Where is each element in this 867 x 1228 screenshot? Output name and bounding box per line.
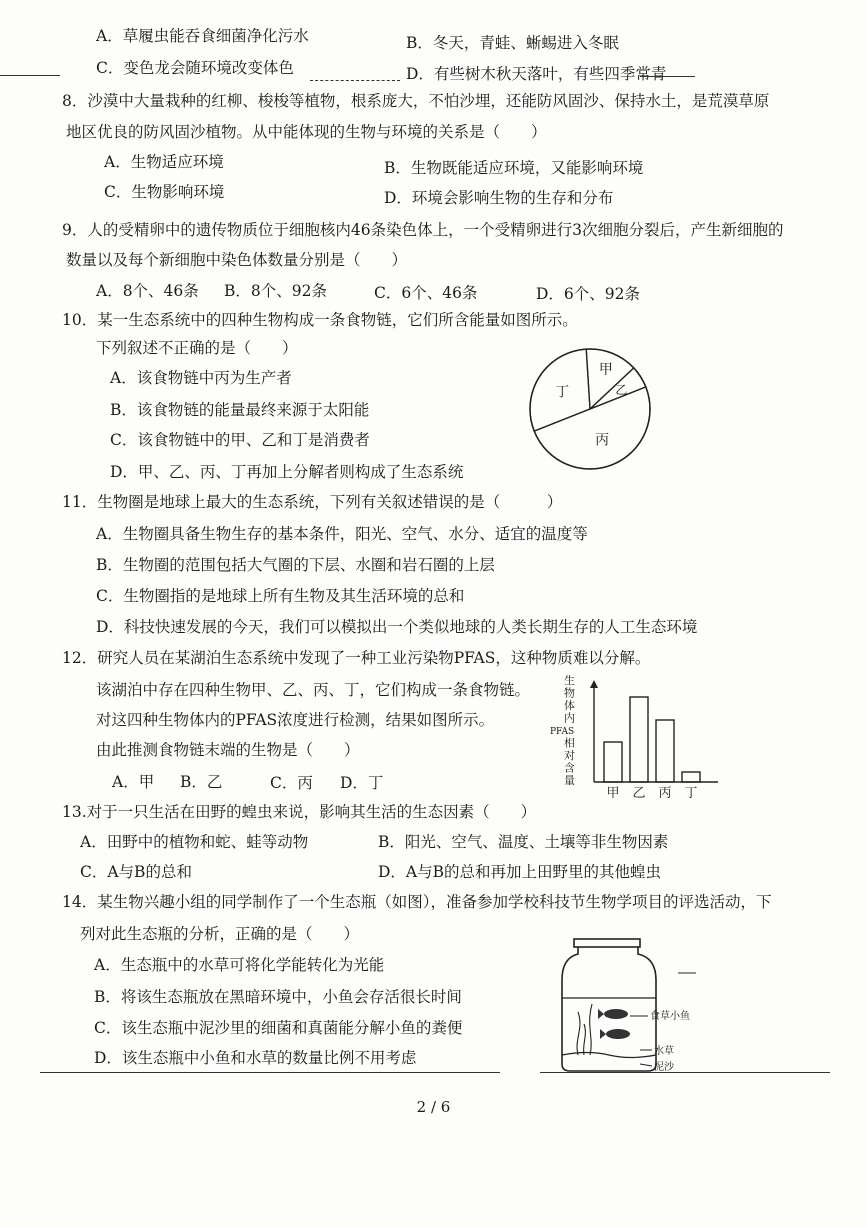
bottle-cap	[574, 939, 640, 947]
q10-option-b: B．该食物链的能量最终来源于太阳能	[110, 401, 370, 419]
y-axis-label: 生物体内 PFAS 相对含量	[550, 674, 575, 787]
label-sand: 泥沙	[654, 1062, 674, 1073]
q11-option-d: D．科技快速发展的今天，我们可以模拟出一个类似地球的人类长期生存的人工生态环境	[96, 618, 698, 636]
q9-option-b: B．8个、92条	[224, 282, 327, 300]
page-number: 2 / 6	[416, 1098, 451, 1116]
q13-option-b: B．阳光、空气、温度、土壤等非生物因素	[378, 833, 669, 851]
bar-丙	[656, 720, 674, 782]
q7-option-d: D．有些树木秋天落叶，有些四季常青	[406, 65, 667, 83]
label-fish: 食草小鱼	[650, 1011, 690, 1022]
q11-stem: 11．生物圈是地球上最大的生态系统，下列有关叙述错误的是（ ）	[62, 493, 563, 511]
q12-option-d: D．丁	[340, 774, 384, 792]
q8-stem-line1: 8．沙漠中大量栽种的红柳、梭梭等植物，根系庞大，不怕沙埋，还能防风固沙、保持水土，是荒漠草原	[62, 92, 770, 110]
q14-stem-line2: 列对此生态瓶的分析，正确的是（ ）	[80, 925, 360, 943]
q12-stem-line2: 该湖泊中存在四种生物甲、乙、丙、丁，它们构成一条食物链。	[96, 681, 531, 699]
eco-bottle-illustration	[548, 934, 728, 1082]
q12-stem-line4: 由此推测食物链末端的生物是（ ）	[96, 741, 360, 759]
q8-option-d: D．环境会影响生物的生存和分布	[384, 189, 614, 207]
y-axis-arrow	[590, 680, 598, 688]
bar-乙	[630, 697, 648, 782]
q14-option-a: A．生态瓶中的水草可将化学能转化为光能	[94, 956, 385, 974]
q13-stem: 13.对于一只生活在田野的蝗虫来说，影响其生活的生态因素（ ）	[62, 803, 537, 821]
q8-stem-line2: 地区优良的防风固沙植物。从中能体现的生物与环境的关系是（ ）	[66, 123, 547, 141]
pie-label-丙: 丙	[595, 432, 610, 449]
q10-stem-line1: 10．某一生态系统中的四种生物构成一条食物链，它们所含能量如图所示。	[62, 311, 578, 329]
x-tick-甲: 甲	[606, 786, 620, 798]
q12-stem-line3: 对这四种生物体内的PFAS浓度进行检测，结果如图所示。	[96, 711, 495, 729]
x-tick-丁: 丁	[684, 786, 698, 798]
q12-option-b: B．乙	[180, 773, 223, 791]
q12-option-c: C．丙	[270, 774, 313, 792]
fish-2	[600, 1029, 630, 1039]
q14-option-d: D．该生态瓶中小鱼和水草的数量比例不用考虑	[94, 1049, 417, 1067]
pie-slice-甲	[586, 349, 634, 409]
q8-option-b: B．生物既能适应环境，又能影响环境	[384, 159, 644, 177]
q10-option-d: D．甲、乙、丙、丁再加上分解者则构成了生态系统	[110, 463, 464, 481]
q10-stem-line2: 下列叙述不正确的是（ ）	[96, 339, 298, 357]
fold-line-left	[0, 75, 60, 76]
pie-label-甲: 甲	[598, 361, 613, 378]
q9-stem-line2: 数量以及每个新细胞中染色体数量分别是（ ）	[66, 251, 408, 269]
fish-1	[598, 1009, 628, 1019]
q8-option-c: C．生物影响环境	[104, 183, 225, 201]
x-tick-丙: 丙	[658, 786, 672, 798]
fold-line-mid	[310, 80, 400, 81]
q9-option-c: C．6个、46条	[374, 284, 478, 302]
bar-丁	[682, 772, 700, 782]
q10-option-c: C．该食物链中的甲、乙和丁是消费者	[110, 431, 370, 449]
q12-stem-line1: 12．研究人员在某湖泊生态系统中发现了一种工业污染物PFAS，这种物质难以分解。	[62, 649, 651, 667]
pie-label-乙: 乙	[615, 383, 628, 398]
pie-slice-丙	[534, 387, 650, 469]
q7-option-c: C．变色龙会随环境改变体色	[96, 59, 294, 77]
q9-stem-line1: 9．人的受精卵中的遗传物质位于细胞核内46条染色体上，一个受精卵进行3次细胞分裂后，产生新细胞的	[62, 221, 784, 239]
q11-option-b: B．生物圈的范围包括大气圈的下层、水圈和岩石圈的上层	[96, 556, 495, 574]
q14-option-b: B．将该生态瓶放在黑暗环境中，小鱼会存活很长时间	[94, 988, 462, 1006]
q8-option-a: A．生物适应环境	[104, 153, 224, 171]
q9-option-d: D．6个、92条	[536, 285, 641, 303]
q11-option-a: A．生物圈具备生物生存的基本条件，阳光、空气、水分、适宜的温度等	[96, 525, 588, 543]
q13-option-d: D．A与B的总和再加上田野里的其他蝗虫	[378, 863, 662, 881]
pfas-bar-chart	[548, 670, 723, 798]
q13-option-c: C．A与B的总和	[80, 863, 192, 881]
q13-option-a: A．田野中的植物和蛇、蛙等动物	[80, 833, 309, 851]
page-bottom-rule-left	[40, 1072, 500, 1073]
pie-label-丁: 丁	[555, 384, 570, 401]
bar-甲	[604, 742, 622, 782]
sand-layer	[562, 1053, 656, 1058]
q7-option-b: B．冬天，青蛙、蜥蜴进入冬眠	[406, 34, 619, 52]
label-weed: 水草	[654, 1046, 674, 1057]
water-weed-drawing	[577, 1004, 592, 1055]
q11-option-c: C．生物圈指的是地球上所有生物及其生活环境的总和	[96, 587, 465, 605]
q9-option-a: A．8个、46条	[96, 282, 199, 300]
q14-stem-line1: 14．某生物兴趣小组的同学制作了一个生态瓶（如图），准备参加学校科技节生物学项目的评选活动，下	[62, 893, 772, 911]
page-bottom-rule-right	[540, 1072, 830, 1073]
pointer-sand	[640, 1064, 652, 1066]
q14-option-c: C．该生态瓶中泥沙里的细菌和真菌能分解小鱼的粪便	[94, 1019, 463, 1037]
q10-option-a: A．该食物链中丙为生产者	[110, 369, 292, 387]
fold-line-right	[640, 76, 695, 77]
q12-option-a: A．甲	[112, 773, 155, 791]
x-tick-乙: 乙	[632, 786, 646, 798]
q7-option-a: A．草履虫能吞食细菌净化污水	[96, 27, 309, 45]
energy-pie-chart	[520, 344, 660, 474]
